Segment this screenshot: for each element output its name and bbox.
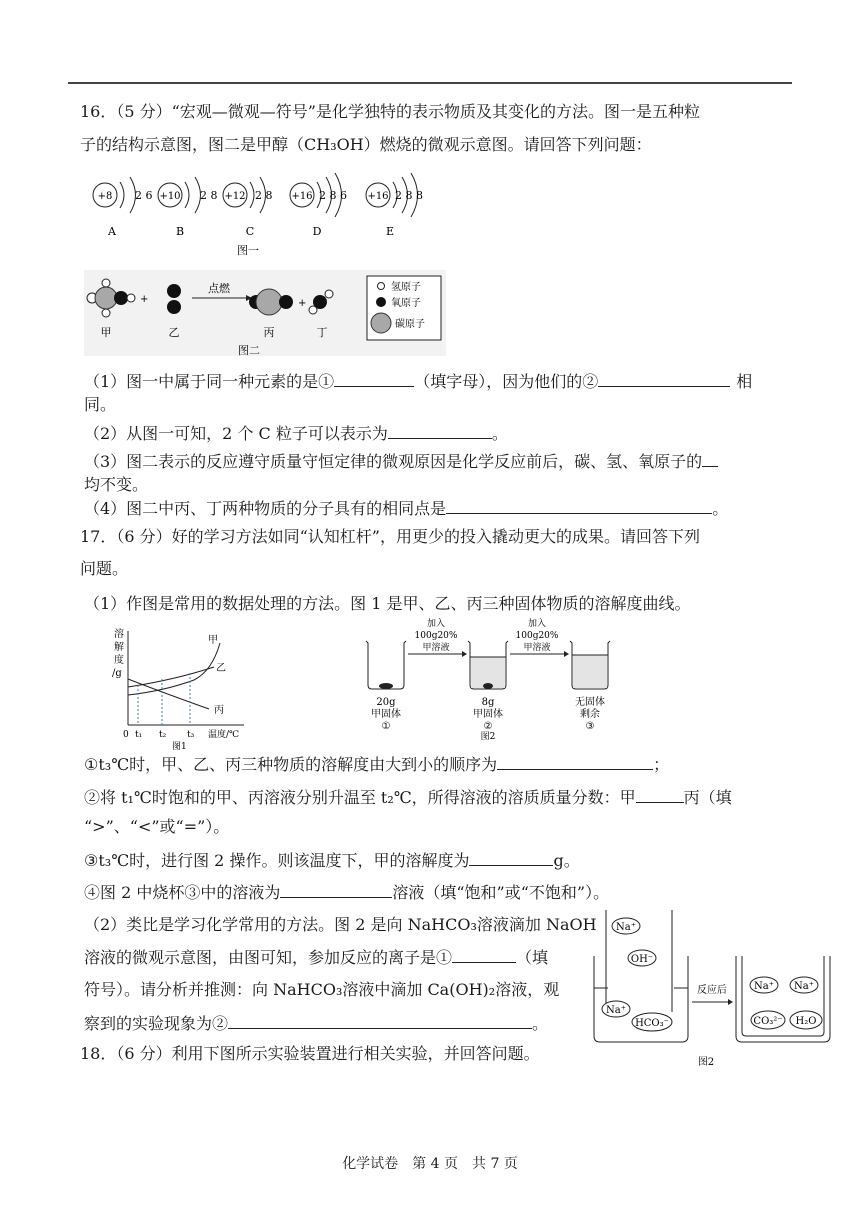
svg-text:溶: 溶 [114, 629, 124, 640]
q17-stem-line2: 问题。 [80, 559, 129, 578]
answer-blank-16-4[interactable] [446, 497, 712, 514]
svg-text:+10: +10 [159, 191, 181, 202]
svg-text:解: 解 [114, 642, 124, 653]
svg-text:+16: +16 [291, 191, 313, 202]
svg-text:丙: 丙 [263, 326, 275, 339]
answer-blank-16-3[interactable] [702, 450, 718, 467]
svg-text:无固体: 无固体 [575, 697, 605, 708]
svg-text:点燃: 点燃 [208, 282, 230, 295]
figure2-legend [367, 276, 441, 340]
atom-a [93, 177, 153, 238]
svg-text:+8: +8 [97, 191, 113, 202]
curve-bing [128, 679, 209, 709]
answer-blank-17-1-4[interactable] [280, 881, 392, 898]
q16-stem-line2: 子的结构示意图，图二是甲醇（CH₃OH）燃烧的微观示意图。请回答下列问题： [80, 135, 652, 154]
q17-part2-line2: 溶液的微观示意图，由图可知，参加反应的离子是① （填 [84, 948, 549, 967]
atom-b [158, 177, 218, 238]
svg-text:20g: 20g [376, 697, 396, 708]
svg-text:Na⁺: Na⁺ [616, 922, 636, 933]
svg-text:OH⁻: OH⁻ [630, 954, 654, 965]
svg-text:2 6: 2 6 [135, 189, 153, 202]
svg-text:t₃: t₃ [187, 730, 195, 740]
svg-text:丙: 丙 [214, 705, 224, 716]
svg-text:+: + [140, 294, 149, 305]
header-rule [68, 82, 792, 84]
svg-text:H₂O: H₂O [795, 1016, 817, 1027]
svg-text:温度/℃: 温度/℃ [208, 730, 240, 740]
svg-text:甲溶液: 甲溶液 [422, 643, 450, 653]
svg-text:甲: 甲 [100, 326, 112, 339]
svg-text:加入: 加入 [426, 619, 446, 629]
svg-text:+16: +16 [367, 191, 389, 202]
q17-part2-line3: 符号）。请分析并推测：向 NaHCO₃溶液中滴加 Ca(OH)₂溶液，观 [84, 980, 560, 999]
answer-blank-17-1-1[interactable] [497, 753, 653, 770]
answer-blank-16-1-1[interactable] [334, 370, 414, 387]
q16-figure2-combustion [84, 270, 454, 362]
q16-part3-cont: 均不变。 [84, 475, 149, 494]
svg-text:t₁: t₁ [135, 730, 143, 740]
svg-text:丁: 丁 [316, 326, 328, 339]
q17-part2-line4: 察到的实验现象为② 。 [84, 1014, 549, 1033]
atom-c [223, 177, 273, 238]
svg-text:2 8: 2 8 [255, 189, 273, 202]
page-footer: 化学试卷 第 4 页 共 7 页 [342, 1156, 518, 1172]
svg-text:2 8 8: 2 8 8 [395, 189, 423, 202]
svg-text:A: A [108, 225, 116, 238]
svg-text:碳原子: 碳原子 [395, 319, 425, 330]
svg-text:2 8 6: 2 8 6 [319, 189, 347, 202]
q17-ion-reaction-figure [588, 908, 836, 1070]
svg-text:剩余: 剩余 [580, 709, 600, 720]
q16-part1: （1）图一中属于同一种元素的是① （填字母），因为他们的② 相 [84, 372, 753, 391]
beaker-after [736, 956, 830, 1042]
q17-solubility-curve-figure [104, 625, 254, 753]
q17-sub2: ②将 t₁℃时饱和的甲、丙溶液分别升温至 t₂℃，所得溶液的溶质质量分数：甲 丙（填 [84, 788, 732, 807]
svg-text:图1: 图1 [172, 742, 187, 752]
svg-text:③: ③ [585, 721, 595, 732]
svg-text:氧原子: 氧原子 [391, 298, 421, 309]
q17-part2-line1: （2）类比是学习化学常用的方法。图 2 是向 NaHCO₃溶液滴加 NaOH [84, 915, 597, 934]
svg-text:+12: +12 [224, 191, 246, 202]
svg-text:t₂: t₂ [159, 730, 167, 740]
q17-part1: （1）作图是常用的数据处理的方法。图 1 是甲、乙、丙三种固体物质的溶解度曲线。 [84, 594, 691, 613]
svg-text:2 8: 2 8 [200, 189, 218, 202]
q17-sub1: ①t₃℃时，甲、乙、丙三种物质的溶解度由大到小的顺序为 ； [84, 755, 670, 774]
svg-text:甲固体: 甲固体 [371, 709, 401, 720]
svg-text:甲固体: 甲固体 [473, 709, 503, 720]
answer-blank-17-1-3[interactable] [469, 849, 553, 866]
q16-stem-line1: 16．（5 分）“宏观—微观—符号”是化学独特的表示物质及其变化的方法。图一是五种粒 [80, 102, 700, 121]
svg-text:Na⁺: Na⁺ [606, 1005, 626, 1016]
answer-blank-16-1-2[interactable] [598, 370, 730, 387]
svg-text:100g20%: 100g20% [414, 631, 458, 641]
q17-beaker-figure [356, 615, 626, 740]
svg-text:反应后: 反应后 [697, 985, 727, 996]
beaker-2 [468, 641, 508, 732]
svg-text:0: 0 [123, 730, 129, 740]
svg-text:Na⁺: Na⁺ [794, 981, 814, 992]
svg-text:D: D [312, 225, 322, 238]
svg-text:图2: 图2 [480, 732, 496, 740]
beaker-3 [570, 641, 610, 732]
figure2-caption: 图二 [238, 344, 260, 357]
atom-e [366, 173, 423, 238]
answer-blank-17-2-2[interactable] [228, 1012, 532, 1029]
svg-text:8g: 8g [481, 697, 495, 708]
answer-blank-17-1-2[interactable] [636, 786, 684, 803]
q16-part4: （4）图二中丙、丁两种物质的分子具有的相同点是 。 [84, 499, 729, 518]
svg-text:/g: /g [112, 668, 122, 679]
q16-part2: （2）从图一可知，2 个 C 粒子可以表示为 。 [84, 424, 508, 443]
q17-sub3: ③t₃℃时，进行图 2 操作。则该温度下，甲的溶解度为 g。 [84, 851, 580, 870]
figure1-caption: 图一 [237, 244, 259, 257]
svg-text:氢原子: 氢原子 [391, 282, 421, 293]
svg-text:①: ① [381, 721, 391, 732]
svg-text:100g20%: 100g20% [515, 631, 559, 641]
svg-text:HCO₃⁻: HCO₃⁻ [635, 1018, 669, 1029]
svg-text:C: C [245, 225, 255, 238]
svg-text:②: ② [483, 721, 493, 732]
svg-text:+: + [298, 298, 307, 309]
svg-text:Na⁺: Na⁺ [754, 981, 774, 992]
q16-part1-cont: 同。 [84, 395, 117, 414]
svg-text:乙: 乙 [216, 663, 226, 674]
svg-text:甲溶液: 甲溶液 [523, 643, 551, 653]
answer-blank-17-2-1[interactable] [452, 946, 516, 963]
svg-text:E: E [385, 225, 395, 238]
svg-text:甲: 甲 [208, 635, 218, 646]
svg-text:乙: 乙 [168, 326, 180, 339]
svg-text:CO₃²⁻: CO₃²⁻ [753, 1016, 783, 1027]
svg-text:B: B [175, 225, 185, 238]
svg-text:图2: 图2 [697, 1057, 715, 1068]
q16-part3: （3）图二表示的反应遵守质量守恒定律的微观原因是化学反应前后，碳、氢、氧原子的 [84, 450, 718, 473]
q16-figure1-atom-structures [80, 165, 450, 260]
atom-d [290, 173, 347, 238]
answer-blank-16-2[interactable] [388, 422, 492, 439]
q17-sub4: ④图 2 中烧杯③中的溶液为 溶液（填“饱和”或“不饱和”）。 [84, 883, 610, 902]
q18-stem: 18．（6 分）利用下图所示实验装置进行相关实验，并回答问题。 [80, 1044, 540, 1063]
q17-sub2-cont: “>”、“<”或“=”）。 [84, 817, 230, 836]
beaker-1 [366, 641, 406, 732]
svg-text:度: 度 [114, 655, 124, 666]
q17-stem-line1: 17．（6 分）好的学习方法如同“认知杠杆”，用更少的投入撬动更大的成果。请回答下列 [80, 527, 700, 546]
svg-text:加入: 加入 [527, 619, 547, 629]
